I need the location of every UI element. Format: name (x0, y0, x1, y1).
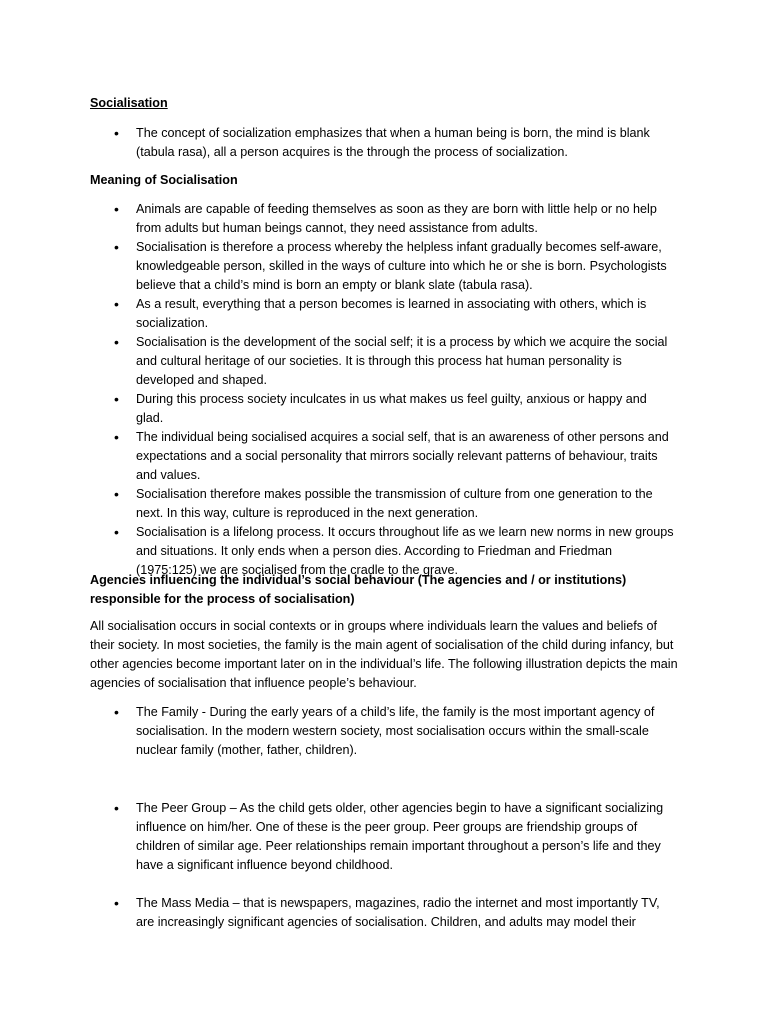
meaning-bullet: • The individual being socialised acquires a social self, that is an awareness of other persons and expectations and a social personality that mirrors socially relevant patterns of behaviour, traits and values. (0, 428, 676, 485)
meaning-list (0, 200, 676, 580)
meaning-bullet: • Animals are capable of feeding themselves as soon as they are born with little help or no help from adults but human beings cannot, they need assistance from adults. (0, 200, 676, 238)
agencies-paragraph: All socialisation occurs in social contexts or in groups where individuals learn the values and beliefs of their society. In most societies, the family is the main agent of socialisation of the child during infancy, but other agencies become important later on in the individual’s life. The following illustration depicts the main agencies of socialisation that influence people’s behaviour. (90, 619, 678, 690)
meaning-bullet: • Socialisation is the development of the social self; it is a process by which we acquire the social and cultural heritage of our societies. It is through this process hat human personality is developed and shaped. (0, 333, 676, 390)
agency-bullet-family: • The Family - During the early years of a child’s life, the family is the most important agency of socialisation. In the modern western society, most socialisation occurs within the small-scale nuclear family (mother, father, children). (0, 703, 676, 760)
agencies-heading: Agencies influencing the individual’s social behaviour (The agencies and / or institutions) responsible for the process of socialisation) (90, 573, 627, 606)
document-title: Socialisation (90, 96, 168, 110)
agency-bullet-mass-media: • The Mass Media – that is newspapers, magazines, radio the internet and most importantly TV, are increasingly significant agencies of socialisation. Children, and adults may model their (0, 894, 676, 932)
agency-bullet-peer-group: • The Peer Group – As the child gets older, other agencies begin to have a significant socializing influence on him/her. One of these is the peer group. Peer groups are friendship groups of children of similar age. Peer relationships remain important throughout a person’s life and they have a significant influence beyond childhood. (0, 799, 676, 875)
meaning-bullet: • Socialisation is a lifelong process. It occurs throughout life as we learn new norms in new groups and situations. It only ends when a person dies. According to Friedman and Friedman (1975:125) we are socialised from the cradle to the grave. (0, 523, 676, 580)
agency-list-peer-group (0, 799, 676, 875)
meaning-bullet: • As a result, everything that a person becomes is learned in associating with others, which is socialization. (0, 295, 676, 333)
meaning-heading: Meaning of Socialisation (90, 173, 238, 187)
intro-list (0, 124, 676, 162)
meaning-bullet: • Socialisation therefore makes possible the transmission of culture from one generation to the next. In this way, culture is reproduced in the next generation. (0, 485, 676, 523)
meaning-bullet: • Socialisation is therefore a process whereby the helpless infant gradually becomes self-aware, knowledgeable person, skilled in the ways of culture into which he or she is born. Psychologists believe that a child’s mind is born an empty or blank slate (tabula rasa). (0, 238, 676, 295)
meaning-bullet: • During this process society inculcates in us what makes us feel guilty, anxious or happy and glad. (0, 390, 676, 428)
agency-list-mass-media (0, 894, 676, 932)
agency-list-family (0, 703, 676, 760)
intro-bullet: • The concept of socialization emphasizes that when a human being is born, the mind is blank (tabula rasa), all a person acquires is the through the process of socialization. (0, 124, 676, 162)
